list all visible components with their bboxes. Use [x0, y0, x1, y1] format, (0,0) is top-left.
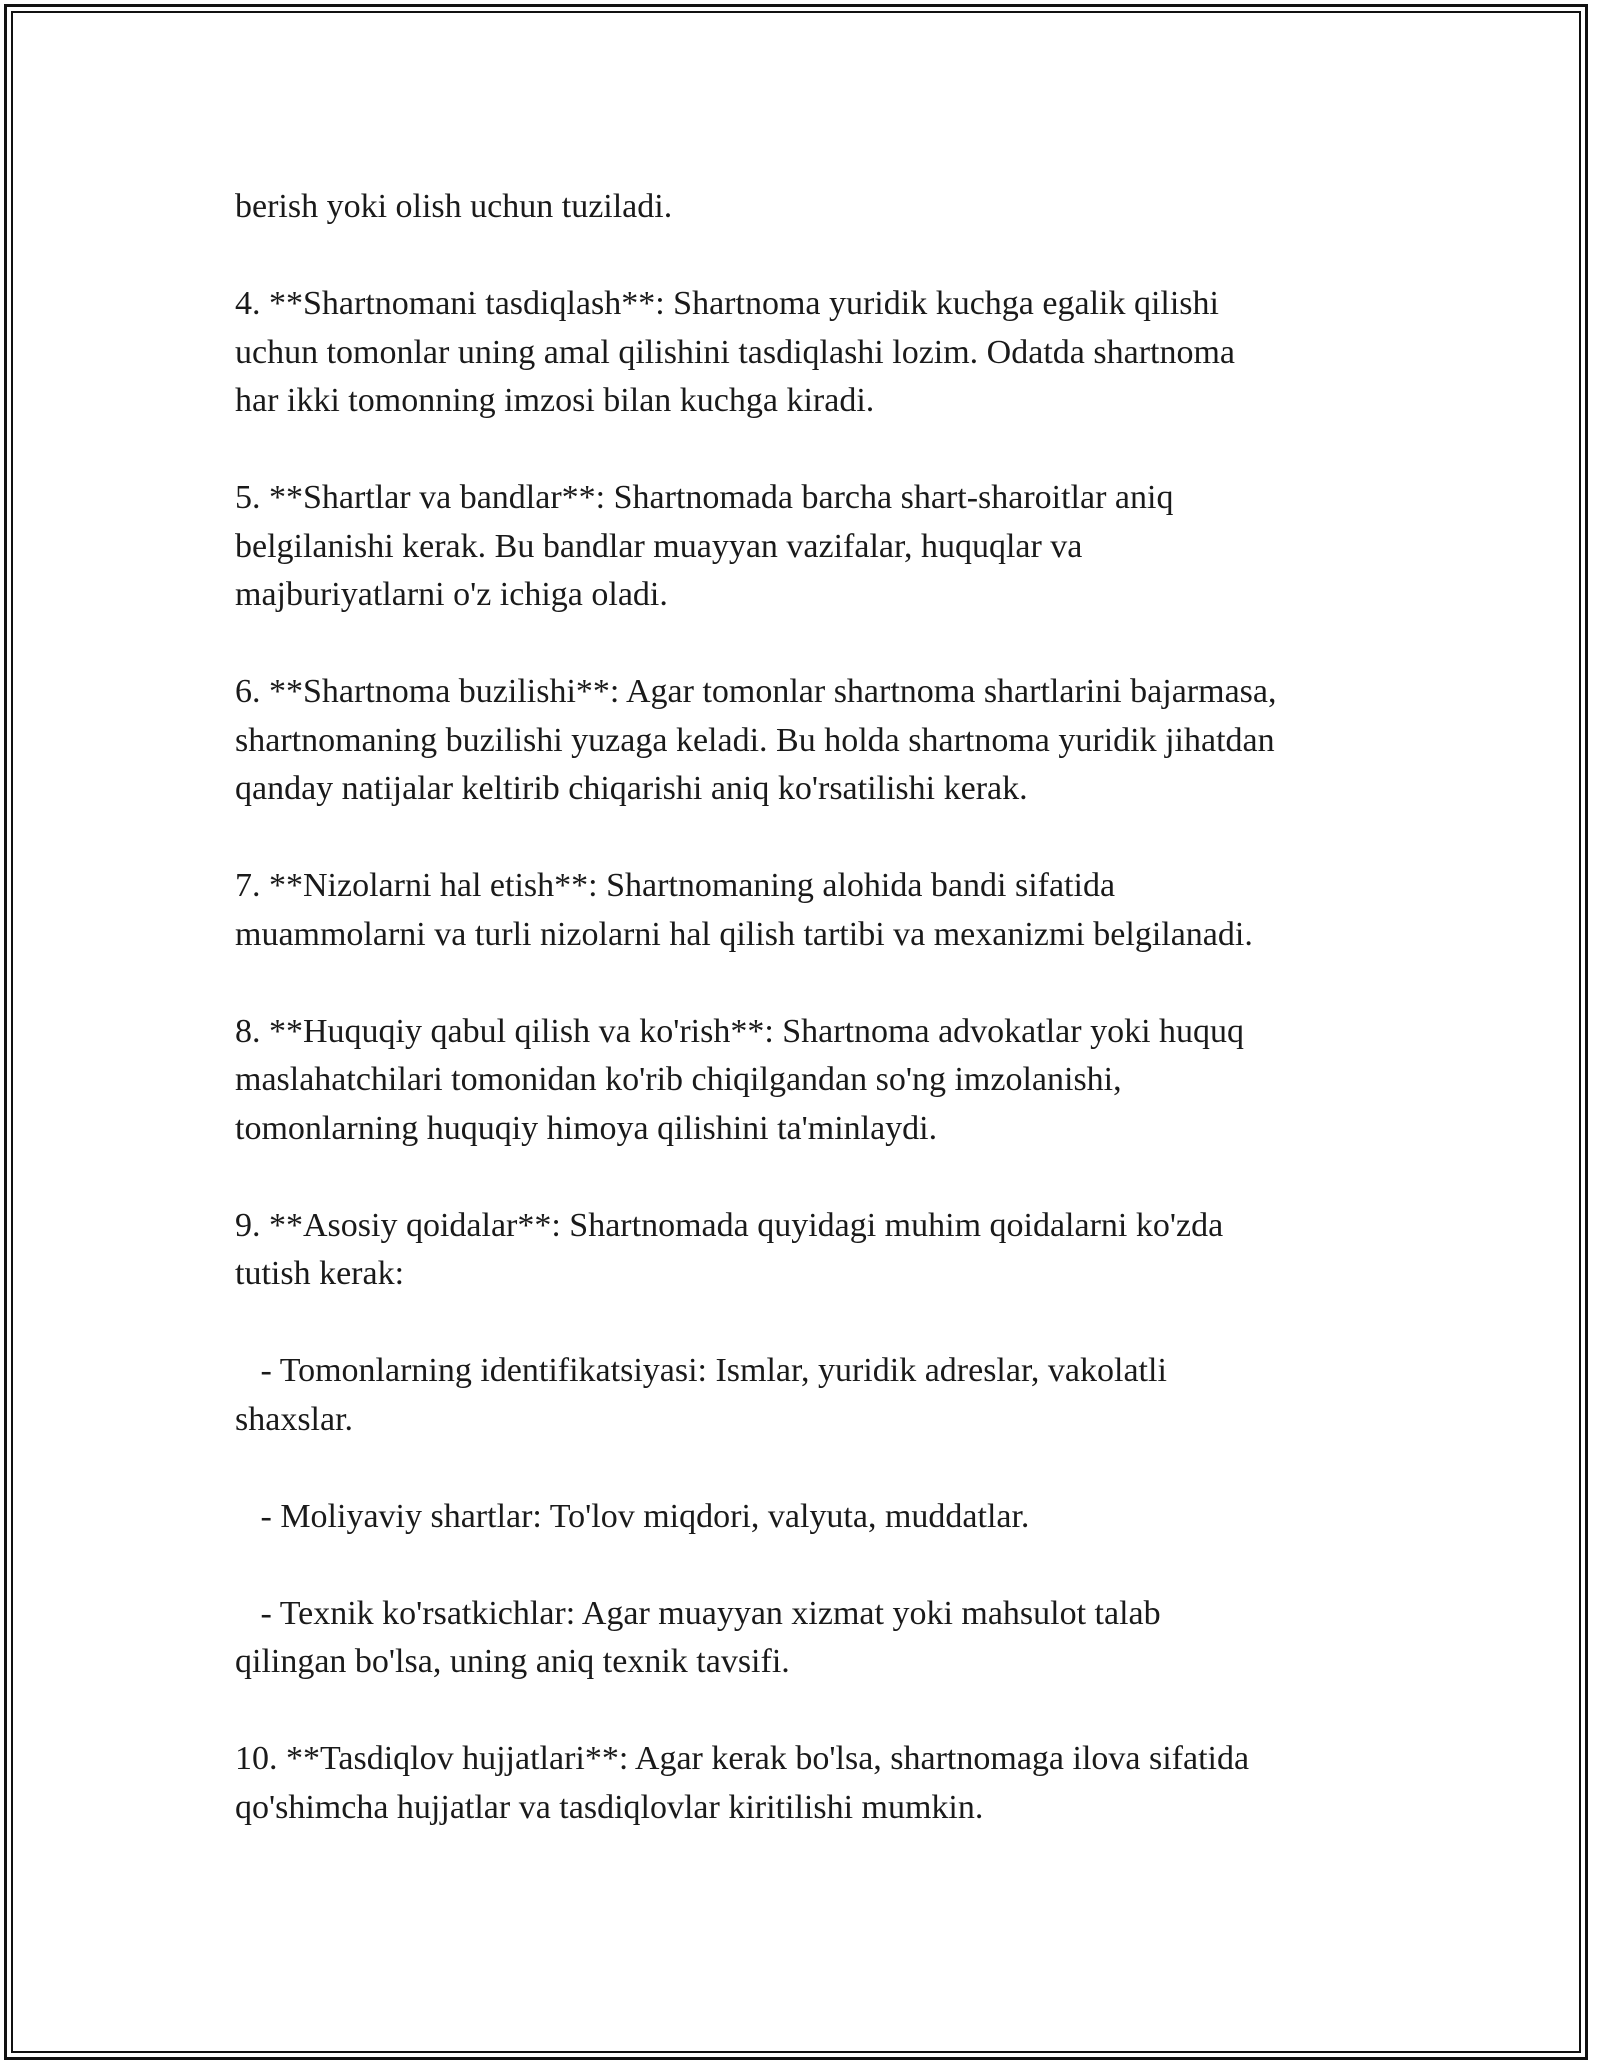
paragraph-item-4: 4. **Shartnomani tasdiqlash**: Shartnoma yuridik kuchga egalik qilishi uchun tomonlar uning amal qilishini tasdiqlashi lozim. Odatda shartnoma har ikki tomonning imzosi bilan kuchga kiradi. [235, 285, 1235, 419]
subitem-identification: - Tomonlarning identifikatsiyasi: Ismlar, yuridik adreslar, vakolatli shaxslar. [235, 1352, 1167, 1438]
paragraph-item-10: 10. **Tasdiqlov hujjatlari**: Agar kerak bo'lsa, shartnomaga ilova sifatida qo'shimcha hujjatlar va tasdiqlovlar kiritilishi mumkin. [235, 1740, 1250, 1826]
paragraph-item-6: 6. **Shartnoma buzilishi**: Agar tomonlar shartnoma shartlarini bajarmasa, shartnomaning buzilishi yuzaga keladi. Bu holda shartnoma yuridik jihatdan qanday natijalar keltirib chiqarishi aniq ko'rsatilishi kerak. [235, 673, 1277, 807]
paragraph-item-9: 9. **Asosiy qoidalar**: Shartnomada quyidagi muhim qoidalarni ko'zda tutish kerak: [235, 1206, 1224, 1292]
paragraph-item-5: 5. **Shartlar va bandlar**: Shartnomada barcha shart-sharoitlar aniq belgilanishi kerak. Bu bandlar muayyan vazifalar, huquqlar va majburiyatlarni o'z ichiga oladi. [235, 479, 1174, 613]
subitem-technical: - Texnik ko'rsatkichlar: Agar muayyan xizmat yoki mahsulot talab qilingan bo'lsa, uning aniq texnik tavsifi. [235, 1594, 1161, 1680]
paragraph-continuation: berish yoki olish uchun tuziladi. [235, 188, 673, 225]
paragraph-item-7: 7. **Nizolarni hal etish**: Shartnomaning alohida bandi sifatida muammolarni va turli nizolarni hal qilish tartibi va mexanizmi belgilanadi. [235, 867, 1253, 953]
document-body [235, 183, 1375, 1832]
subitem-financial: - Moliyaviy shartlar: To'lov miqdori, valyuta, muddatlar. [235, 1497, 1030, 1535]
paragraph-item-8: 8. **Huquqiy qabul qilish va ko'rish**: Shartnoma advokatlar yoki huquq maslahatchilari tomonidan ko'rib chiqilgandan so'ng imzolanishi, tomonlarning huquqiy himoya qilishini ta'minlaydi. [235, 1012, 1245, 1147]
